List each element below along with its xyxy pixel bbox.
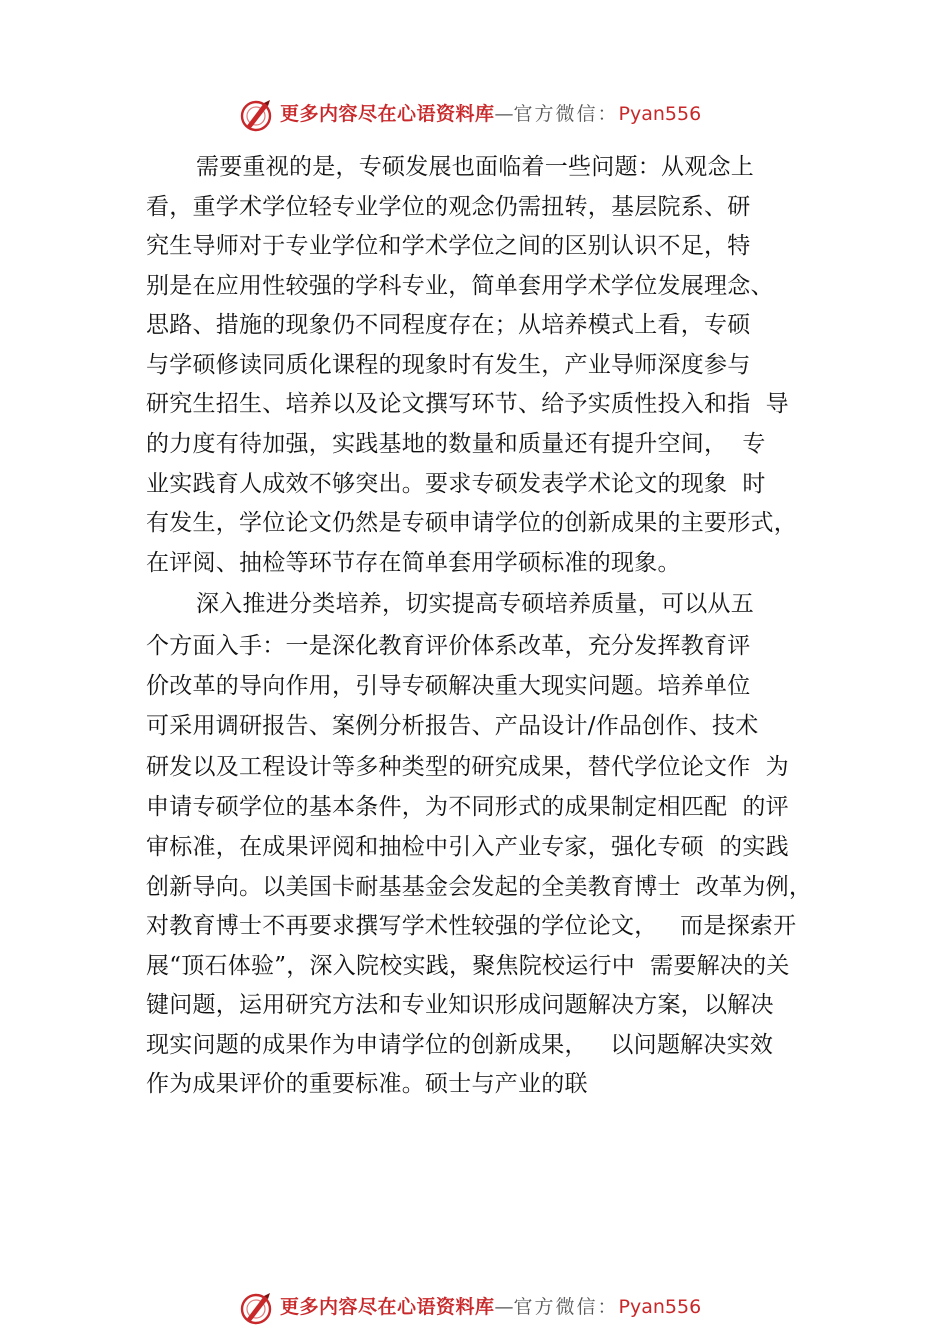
banner-wechat-id: Pyan556 <box>618 1296 702 1318</box>
header-banner-text <box>280 102 701 126</box>
text-line: 业实践育人成效不够突出。要求专硕发表学术论文的现象 时 <box>146 471 766 497</box>
text-line: 可采用调研报告、案例分析报告、产品设计/作品创作、技术 <box>146 713 759 739</box>
text-line: 究生导师对于专业学位和学术学位之间的区别认识不足，特 <box>146 233 751 259</box>
header-banner <box>0 95 950 135</box>
banner-brand: 更多内容尽在心语资料库 <box>280 103 495 125</box>
footer-banner-text <box>280 1295 701 1319</box>
banner-brand: 更多内容尽在心语资料库 <box>280 1296 495 1318</box>
text-line: 研发以及工程设计等多种类型的研究成果，替代学位论文作 为 <box>146 754 789 780</box>
text-line: 展“顶石体验”，深入院校实践，聚焦院校运行中 需要解决的关 <box>146 953 790 979</box>
text-line: 个方面入手：一是深化教育评价体系改革，充分发挥教育评 <box>146 633 751 659</box>
text-line: 深入推进分类培养，切实提高专硕培养质量，可以从五 <box>196 591 754 617</box>
text-line: 审标准，在成果评阅和抽检中引入产业专家，强化专硕 的实践 <box>146 834 789 860</box>
text-line: 看，重学术学位轻专业学位的观念仍需扭转，基层院系、研 <box>146 194 751 220</box>
banner-wechat-label: 官方微信： <box>513 1296 619 1318</box>
text-line: 作为成果评价的重要标准。硕士与产业的联 <box>146 1071 588 1097</box>
banner-wechat-id: Pyan556 <box>618 103 702 125</box>
banner-wechat-label: 官方微信： <box>513 103 619 125</box>
text-line: 有发生，学位论文仍然是专硕申请学位的创新成果的主要形式， <box>146 510 797 536</box>
text-line: 申请专硕学位的基本条件，为不同形式的成果制定相匹配 的评 <box>146 794 789 820</box>
banner-separator: — <box>494 103 514 125</box>
footer-banner <box>0 1288 950 1328</box>
quill-logo-icon <box>238 1290 274 1326</box>
text-line: 别是在应用性较强的学科专业，简单套用学术学位发展理念、 <box>146 273 774 299</box>
text-line: 价改革的导向作用，引导专硕解决重大现实问题。培养单位 <box>146 673 751 699</box>
text-line: 键问题，运用研究方法和专业知识形成问题解决方案，以解决 <box>146 992 774 1018</box>
text-line: 创新导向。以美国卡耐基基金会发起的全美教育博士 改革为例， <box>146 874 813 900</box>
text-line: 研究生招生、培养以及论文撰写环节、给予实质性投入和指 导 <box>146 391 789 417</box>
quill-logo-icon <box>238 97 274 133</box>
text-line: 对教育博士不再要求撰写学术性较强的学位论文， 而是探索开 <box>146 913 797 939</box>
text-line: 与学硕修读同质化课程的现象时有发生，产业导师深度参与 <box>146 352 751 378</box>
text-line: 需要重视的是，专硕发展也面临着一些问题：从观念上 <box>196 154 754 180</box>
banner-separator: — <box>494 1296 514 1318</box>
text-line: 的力度有待加强，实践基地的数量和质量还有提升空间， 专 <box>146 431 766 457</box>
text-line: 现实问题的成果作为申请学位的创新成果， 以问题解决实效 <box>146 1032 774 1058</box>
text-line: 在评阅、抽检等环节存在简单套用学硕标准的现象。 <box>146 550 681 576</box>
text-line: 思路、措施的现象仍不同程度存在；从培养模式上看，专硕 <box>146 312 751 338</box>
